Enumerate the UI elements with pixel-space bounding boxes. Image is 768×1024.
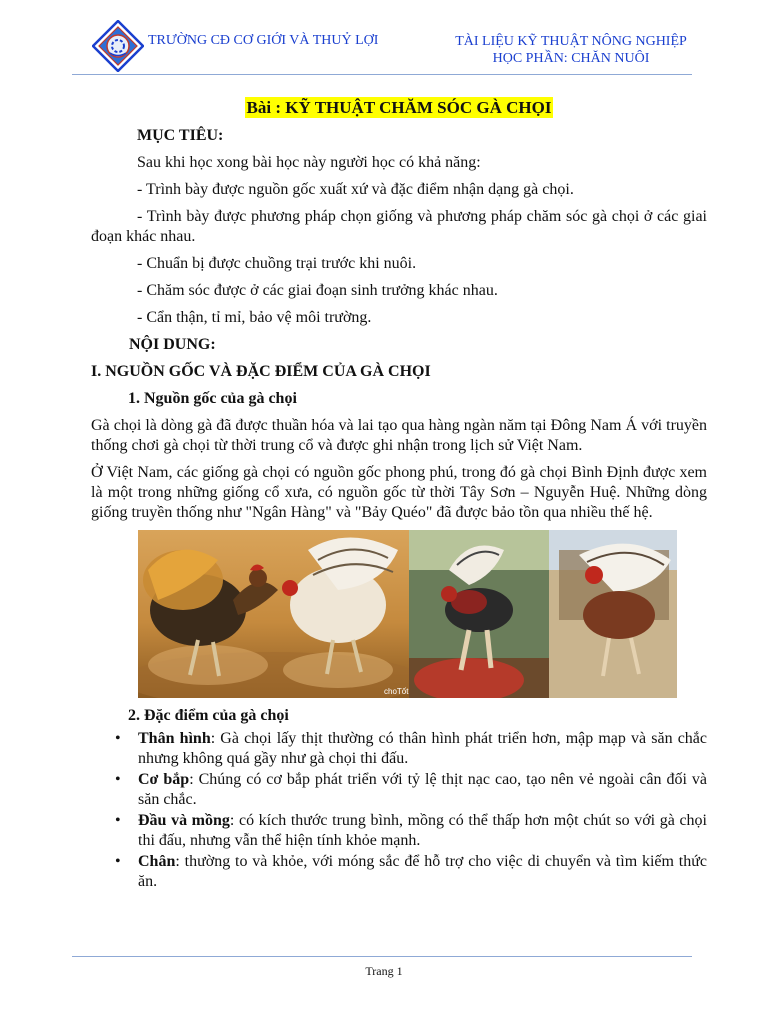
feature-desc: : Gà chọi lấy thịt thường có thân hình phát triển hơn, mập mạp và săn chắc nhưng không quá gầy như gà chọi thi đấu. (138, 730, 708, 767)
document-series (436, 33, 706, 67)
page-header (0, 0, 768, 80)
bullet-marker: • (115, 730, 121, 747)
objectives-intro: Sau khi học xong bài học này người học có khả năng: (137, 154, 481, 171)
objective-item: - Trình bày được phương pháp chọn giống và phương pháp chăm sóc gà chọi ở các giai đoạn khác nhau. (91, 208, 707, 245)
feature-desc: : có kích thước trung bình, mồng có thể thấp hơn một chút so với gà chọi thi đấu, nhưng vẫn thể hiện tính khỏe mạnh. (138, 812, 707, 849)
footer-divider (72, 956, 692, 957)
objective-item: - Trình bày được nguồn gốc xuất xứ và đặc điểm nhận dạng gà chọi. (137, 181, 574, 198)
document-series-title: TÀI LIỆU KỸ THUẬT NÔNG NGHIỆP (455, 34, 687, 49)
list-item (91, 852, 707, 892)
lesson-title (91, 98, 707, 118)
feature-term: Cơ bắp (138, 771, 190, 788)
header-divider (72, 74, 692, 75)
subsection-heading: 1. Nguồn gốc của gà chọi (128, 390, 297, 407)
section-heading: I. NGUỒN GỐC VÀ ĐẶC ĐIỂM CỦA GÀ CHỌI (91, 363, 431, 380)
feature-desc: : Chúng có cơ bắp phát triển với tỷ lệ thịt nạc cao, tạo nên vẻ ngoài cân đối và săn chắc. (138, 771, 708, 808)
feature-term: Thân hình (138, 730, 211, 747)
paragraph: Ở Việt Nam, các giống gà chọi có nguồn gốc phong phú, trong đó gà chọi Bình Định được xem là một trong những giống cổ xưa, có nguồn gốc từ thời Tây Sơn – Nguyễn Huệ. Những dòng giống truyền thống như "Ngân Hàng" và "Bảy Quéo" đã được bảo tồn qua nhiều thế hệ. (91, 464, 707, 521)
feature-term: Đầu và mồng (138, 812, 230, 829)
feature-term: Chân (138, 853, 176, 870)
photo-watermark: choTốt (384, 687, 409, 696)
lesson-title-highlight: Bài : KỸ THUẬT CHĂM SÓC GÀ CHỌI (246, 98, 552, 117)
objective-item: - Chuẩn bị được chuồng trại trước khi nuôi. (137, 255, 417, 272)
content-heading: NỘI DUNG: (129, 336, 216, 353)
features-list (91, 729, 707, 892)
list-item (91, 729, 707, 769)
feature-desc: : thường to và khỏe, với móng sắc để hỗ trợ cho việc di chuyển và tìm kiếm thức ăn. (138, 853, 707, 890)
page-number: Trang 1 (365, 964, 403, 978)
list-item (91, 811, 707, 851)
bullet-marker: • (115, 853, 121, 870)
subsection-heading: 2. Đặc điểm của gà chọi (128, 707, 289, 724)
school-name: TRƯỜNG CĐ CƠ GIỚI VÀ THUỶ LỢI (148, 33, 379, 48)
objective-item: - Chăm sóc được ở các giai đoạn sinh trưởng khác nhau. (137, 282, 498, 299)
fighting-roosters-photo (138, 530, 409, 698)
school-logo-icon (92, 20, 144, 72)
paragraph: Gà chọi là dòng gà đã được thuần hóa và lai tạo qua hàng ngàn năm tại Đông Nam Á với truyền thống chơi gà chọi từ thời trung cổ và được ghi nhận trong lịch sử Việt Nam. (91, 417, 707, 454)
document-body (91, 98, 707, 893)
objectives-heading: MỤC TIÊU: (137, 127, 224, 144)
rooster-photos (138, 530, 677, 698)
objective-item: - Cẩn thận, tỉ mỉ, bảo vệ môi trường. (137, 309, 372, 326)
course-module: HỌC PHẦN: CHĂN NUÔI (492, 51, 650, 66)
list-item (91, 770, 707, 810)
rooster-pair-photo (409, 530, 677, 698)
bullet-marker: • (115, 771, 121, 788)
bullet-marker: • (115, 812, 121, 829)
